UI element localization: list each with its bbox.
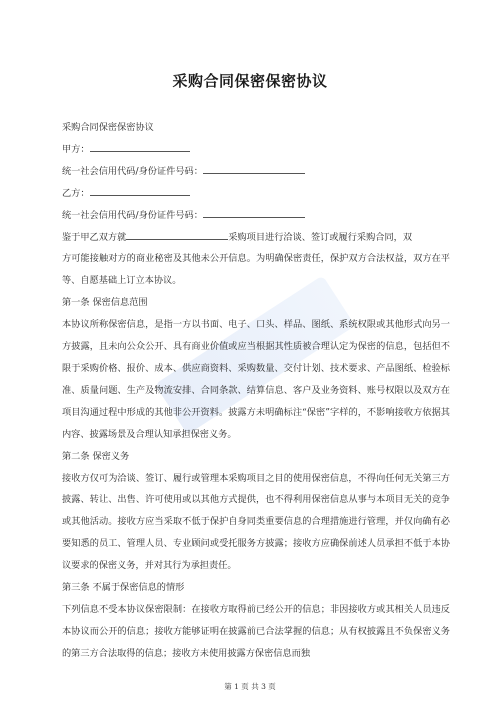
party-b-id-label: 统一社会信用代码/身份证件号码： bbox=[62, 209, 203, 221]
party-a-id-blank[interactable] bbox=[203, 162, 305, 174]
preamble-rest: 方可能接触对方的商业秘密及其他未公开信息。为明确保密责任，保护双方合法权益，双方在平等、自愿基础上订立本协议。 bbox=[62, 253, 450, 287]
party-a-id-label: 统一社会信用代码/身份证件号码： bbox=[62, 165, 203, 177]
document-title: 采购合同保密保密协议 bbox=[172, 72, 328, 90]
party-b-id-blank[interactable] bbox=[203, 206, 305, 218]
party-b-row bbox=[62, 183, 450, 205]
party-a-id-row bbox=[62, 161, 450, 183]
party-b-id-row bbox=[62, 205, 450, 227]
section-2-heading: 第二条 保密义务 bbox=[62, 450, 130, 462]
party-a-row bbox=[62, 139, 450, 161]
document-subtitle: 采购合同保密保密协议 bbox=[62, 122, 154, 133]
document-body bbox=[62, 117, 450, 665]
preamble-first-line bbox=[62, 227, 450, 249]
section-3-body: 下列信息不受本协议保密限制：在接收方取得前已经公开的信息；非因接收方或其相关人员违反本协议而公开的信息；接收方能够证明在披露前已合法掌握的信息；从有权披露且不负保密义务的第三方合法取得的信息；接收方未使用披露方保密信息而独 bbox=[62, 603, 450, 659]
party-b-blank[interactable] bbox=[90, 184, 190, 196]
project-name-blank[interactable] bbox=[126, 228, 228, 240]
preamble-start: 鉴于甲乙双方就 bbox=[62, 231, 127, 243]
party-a-label: 甲方： bbox=[62, 143, 90, 155]
section-2-body: 接收方仅可为洽谈、签订、履行或管理本采购项目之目的使用保密信息，不得向任何无关第三方披露、转让、出售、许可使用或以其他方式提供，也不得利用保密信息从事与本项目无关的竞争或其他活动。接收方应当采取不低于保护自身同类重要信息的合理措施进行管理，并仅向确有必要知悉的员工、管理人员、专业顾问或受托服务方披露；接收方应确保前述人员承担不低于本协议要求的保密义务，并对其行为承担责任。 bbox=[62, 472, 450, 572]
section-1-heading: 第一条 保密信息范围 bbox=[62, 297, 148, 309]
section-3-heading: 第三条 不属于保密信息的情形 bbox=[62, 582, 185, 594]
party-a-blank[interactable] bbox=[90, 140, 190, 152]
preamble-line1-end: 采购项目进行洽谈、签订或履行采购合同，双 bbox=[228, 231, 413, 243]
page-indicator: 第 1 页 共 3 页 bbox=[224, 682, 276, 691]
party-b-label: 乙方： bbox=[62, 187, 90, 199]
section-1-body: 本协议所称保密信息，是指一方以书面、电子、口头、样品、图纸、系统权限或其他形式向另一方披露，且未向公众公开、具有商业价值或应当根据其性质被合理认定为保密的信息，包括但不限于采购价格、报价、成本、供应商资料、采购数量、交付计划、技术要求、产品图纸、检验标准、质量问题、生产及物流安排、合同条款、结算信息、客户及业务资料、账号权限以及双方在项目沟通过程中形成的其他非公开资料。披露方未明确标注“保密”字样的，不影响接收方依据其内容、披露场景及合理认知承担保密义务。 bbox=[62, 319, 450, 440]
